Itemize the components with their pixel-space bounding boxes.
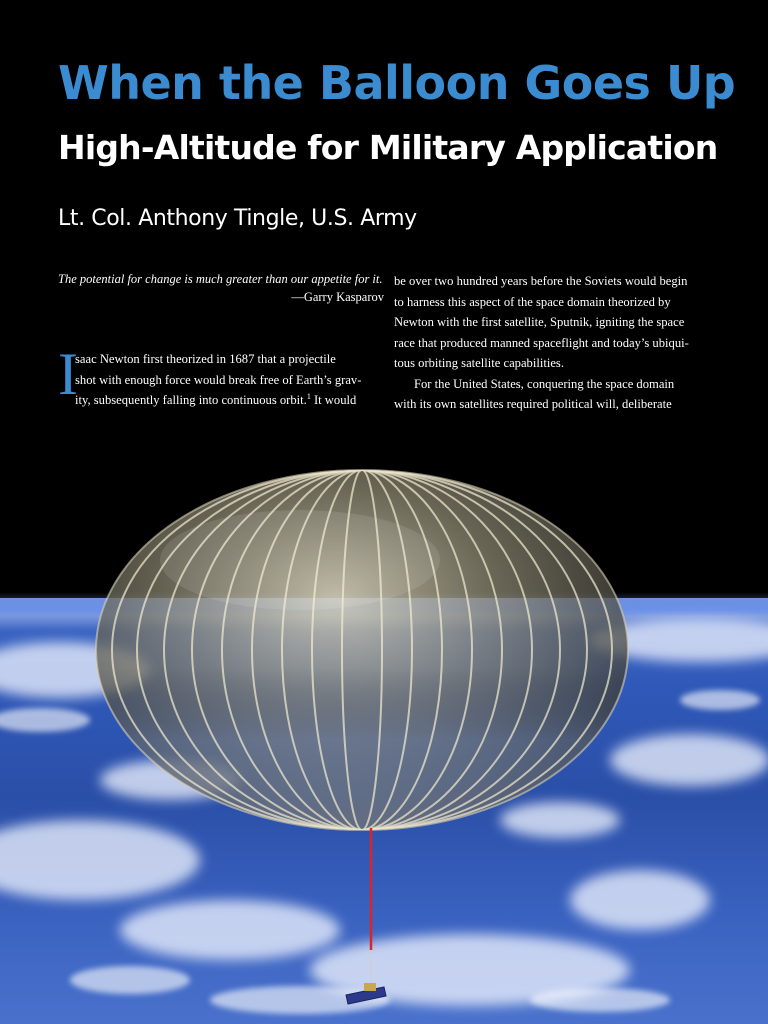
- body-line: with its own satellites required political will, deliberate: [394, 397, 672, 411]
- body-line: shot with enough force would break free of Earth’s grav-: [75, 372, 362, 387]
- body-line: saac Newton first theorized in 1687 that a projectile: [75, 352, 336, 366]
- balloon-payload: [346, 983, 386, 1004]
- body-line-text: ity, subsequently falling into continuous orbit.: [75, 393, 307, 407]
- epigraph-attribution: —Garry Kasparov: [291, 290, 384, 304]
- epigraph: [58, 272, 384, 305]
- body-line: to harness this aspect of the space domain theorized by: [394, 294, 671, 309]
- epigraph-quote: The potential for change is much greater than our appetite for it.: [58, 272, 383, 286]
- body-line-tail: It would: [310, 393, 357, 407]
- footnote-marker[interactable]: 1: [306, 391, 311, 401]
- body-column-left: [58, 349, 384, 411]
- body-line: tous orbiting satellite capabilities.: [394, 356, 564, 370]
- article-title: When the Balloon Goes Up: [58, 56, 736, 110]
- drop-cap: I: [58, 341, 78, 407]
- body-line-paragraph-start: For the United States, conquering the space domain: [414, 376, 675, 391]
- body-column-right: [394, 271, 716, 415]
- body-line: be over two hundred years before the Soviets would begin: [394, 274, 688, 288]
- balloon-envelope: [96, 470, 628, 830]
- article-subtitle: High-Altitude for Military Application: [58, 128, 718, 167]
- body-line: race that produced manned spaceflight and today’s ubiqui-: [394, 335, 689, 350]
- body-line: Newton with the first satellite, Sputnik, igniting the space: [394, 315, 685, 329]
- body-line-last: [58, 390, 384, 411]
- article-byline: Lt. Col. Anthony Tingle, U.S. Army: [58, 206, 417, 231]
